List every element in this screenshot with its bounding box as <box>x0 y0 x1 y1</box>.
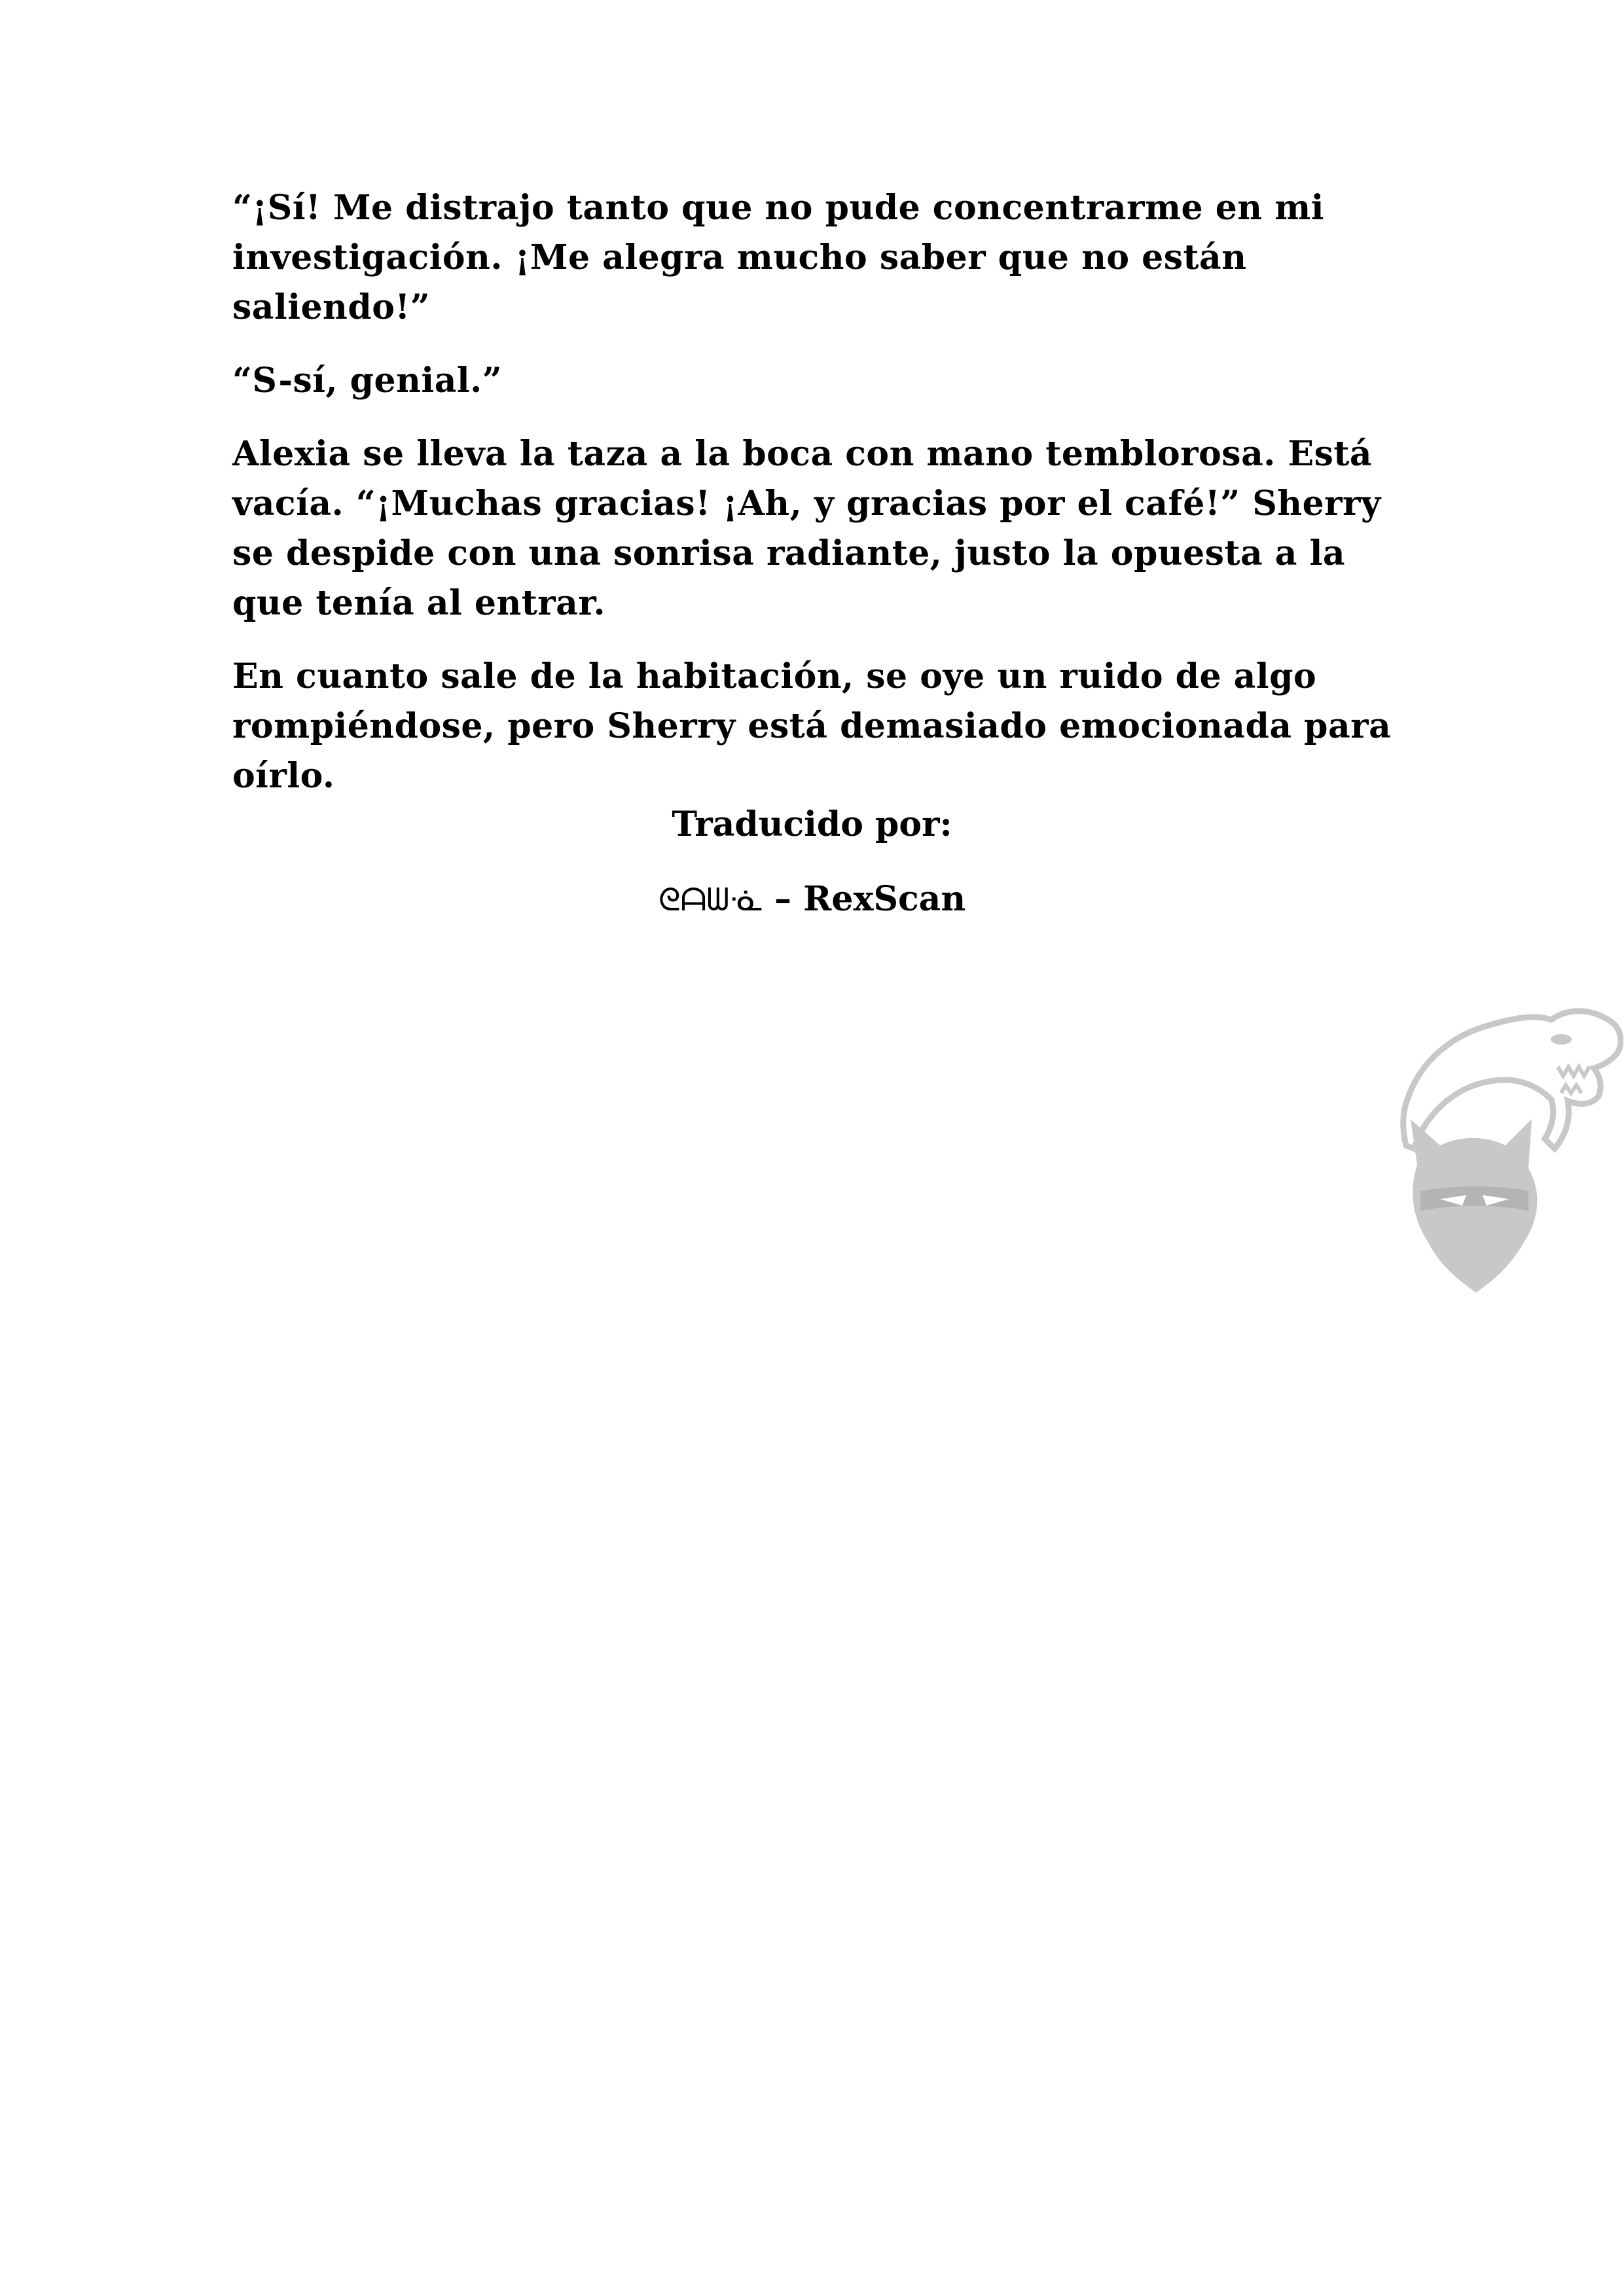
translator-credit-label: Traducido por: <box>672 804 952 844</box>
paragraph: “S-sí, genial.” <box>232 361 503 401</box>
translator-credit <box>0 874 1624 925</box>
credit-separator: – <box>762 879 804 919</box>
scan-group-name: RexScan <box>803 879 966 919</box>
story-text <box>232 183 1411 825</box>
paragraph: “¡Sí! Me distrajo tanto que no pude concentrarme en mi investigación. ¡Me alegra mucho saber que no están saliendo!” <box>232 188 1324 327</box>
translator-handle: ᘓᗩᗯᓍ <box>658 882 763 918</box>
rexscan-dinosaur-logo-icon <box>1394 988 1623 1296</box>
paragraph: Alexia se lleva la taza a la boca con mano temblorosa. Está vacía. “¡Muchas gracias! ¡Ah, y gracias por el café!” Sherry se despide con una sonrisa radiante, justo la opuesta a la que tenía al entrar. <box>232 434 1381 623</box>
paragraph: En cuanto sale de la habitación, se oye un ruido de algo rompiéndose, pero Sherry está demasiado emocionada para oírlo. <box>232 656 1392 796</box>
